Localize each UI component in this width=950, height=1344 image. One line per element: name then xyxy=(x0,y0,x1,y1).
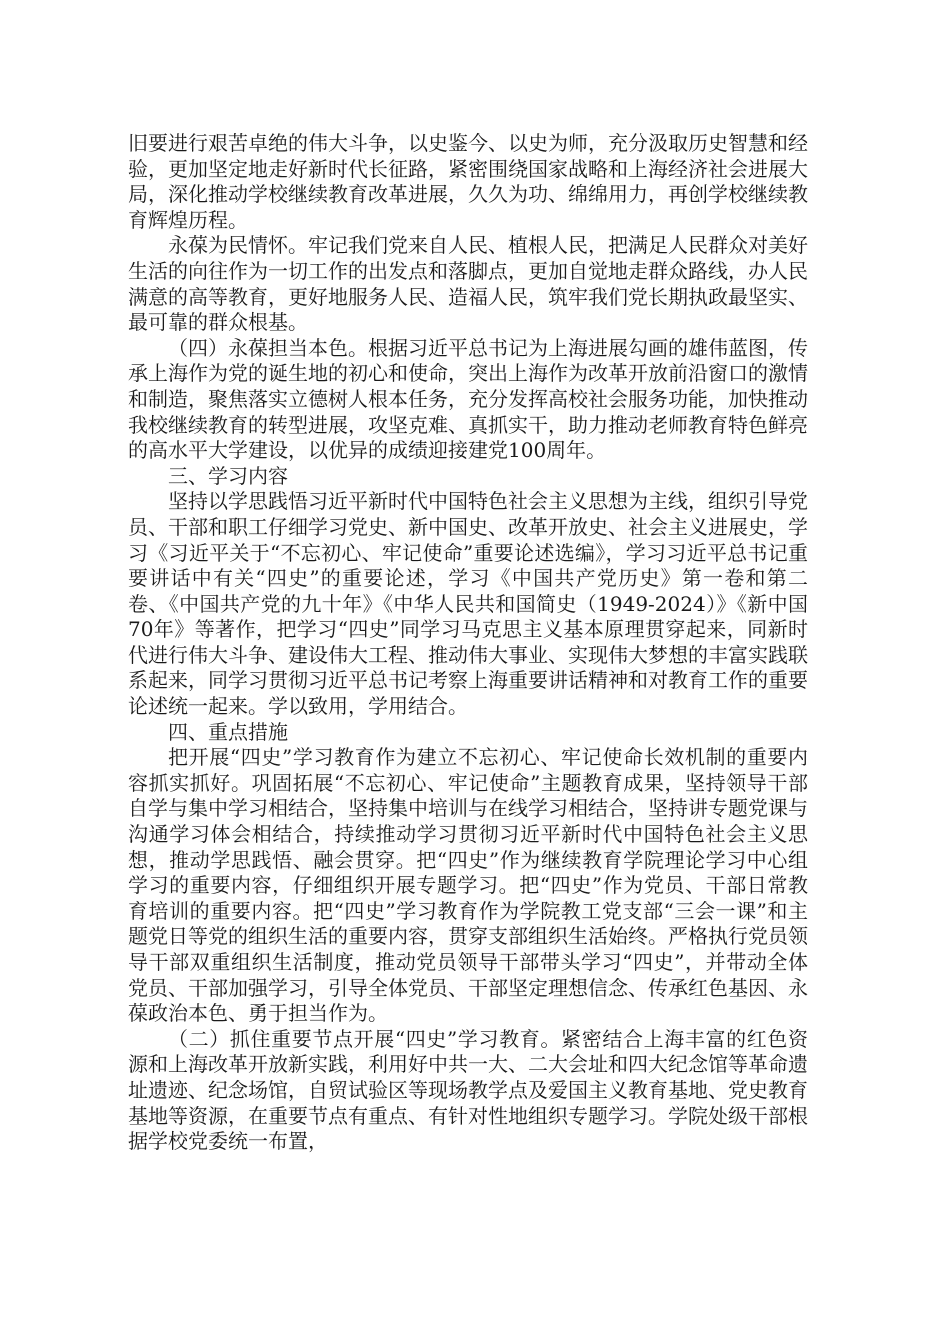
paragraph-people-feeling: 永葆为民情怀。牢记我们党来自人民、植根人民，把满足人民群众对美好生活的向往作为一切工作的出发点和落脚点，更加自觉地走群众路线，办人民满意的高等教育，更好地服务人民、造福人民，筑牢我们党长期执政最坚实、最可靠的群众根基。 xyxy=(128,233,808,335)
paragraph-study-content: 坚持以学思践悟习近平新时代中国特色社会主义思想为主线，组织引导党员、干部和职工仔细学习党史、新中国史、改革开放史、社会主义进展史，学习《习近平关于“不忘初心、牢记使命”重要论述选编》，学习习近平总书记重要讲话中有关“四史”的重要论述，学习《中国共产党历史》第一卷和第二卷、《中国共产党的九十年》《中华人民共和国简史（1949-2024）》《新中国70年》等著作，把学习“四史”同学习马克思主义基本原理贯穿起来，同新时代进行伟大斗争、建设伟大工程、推动伟大事业、实现伟大梦想的丰富实践联系起来，同学习贯彻习近平总书记考察上海重要讲话精神和对教育工作的重要论述统一起来。学以致用，学用结合。 xyxy=(128,489,808,719)
paragraph-responsibility: （四）永葆担当本色。根据习近平总书记为上海进展勾画的雄伟蓝图，传承上海作为党的诞生地的初心和使命，突出上海作为改革开放前沿窗口的激情和制造，聚焦落实立德树人根本任务，充分发挥高校社会服务功能，加快推动我校继续教育的转型进展，攻坚克难、真抓实干，助力推动老师教育特色鲜亮的高水平大学建设，以优异的成绩迎接建党100周年。 xyxy=(128,335,808,463)
section-heading-key-measures: 四、重点措施 xyxy=(168,719,288,744)
paragraph-continuation: 旧要进行艰苦卓绝的伟大斗争，以史鉴今、以史为师，充分汲取历史智慧和经验，更加坚定地走好新时代长征路，紧密围绕国家战略和上海经济社会进展大局，深化推动学校继续教育改革进展，久久为功、绵绵用力，再创学校继续教育辉煌历程。 xyxy=(128,131,808,232)
paragraph-key-measures: 把开展“四史”学习教育作为建立不忘初心、牢记使命长效机制的重要内容抓实抓好。巩固拓展“不忘初心、牢记使命”主题教育成果，坚持领导干部自学与集中学习相结合，坚持集中培训与在线学习相结合，坚持讲专题党课与沟通学习体会相结合，持续推动学习贯彻习近平新时代中国特色社会主义思想，推动学思践悟、融会贯穿。把“四史”作为继续教育学院理论学习中心组学习的重要内容，仔细组织开展专题学习。把“四史”作为党员、干部日常教育培训的重要内容。把“四史”学习教育作为学院教工党支部“三会一课”和主题党日等党的组织生活的重要内容，贯穿支部组织生活始终。严格执行党员领导干部双重组织生活制度，推动党员领导干部带头学习“四史”，并带动全体党员、干部加强学习，引导全体党员、干部坚定理想信念、传承红色基因、永葆政治本色、勇于担当作为。 xyxy=(128,745,808,1026)
document-body xyxy=(128,131,808,1155)
section-heading-study-content: 三、学习内容 xyxy=(168,463,288,488)
paragraph-key-dates: （二）抓住重要节点开展“四史”学习教育。紧密结合上海丰富的红色资源和上海改革开放新实践，利用好中共一大、二大会址和四大纪念馆等革命遗址遗迹、纪念场馆，自贸试验区等现场教学点及爱国主义教育基地、党史教育基地等资源，在重要节点有重点、有针对性地组织专题学习。学院处级干部根据学校党委统一布置， xyxy=(128,1026,808,1154)
